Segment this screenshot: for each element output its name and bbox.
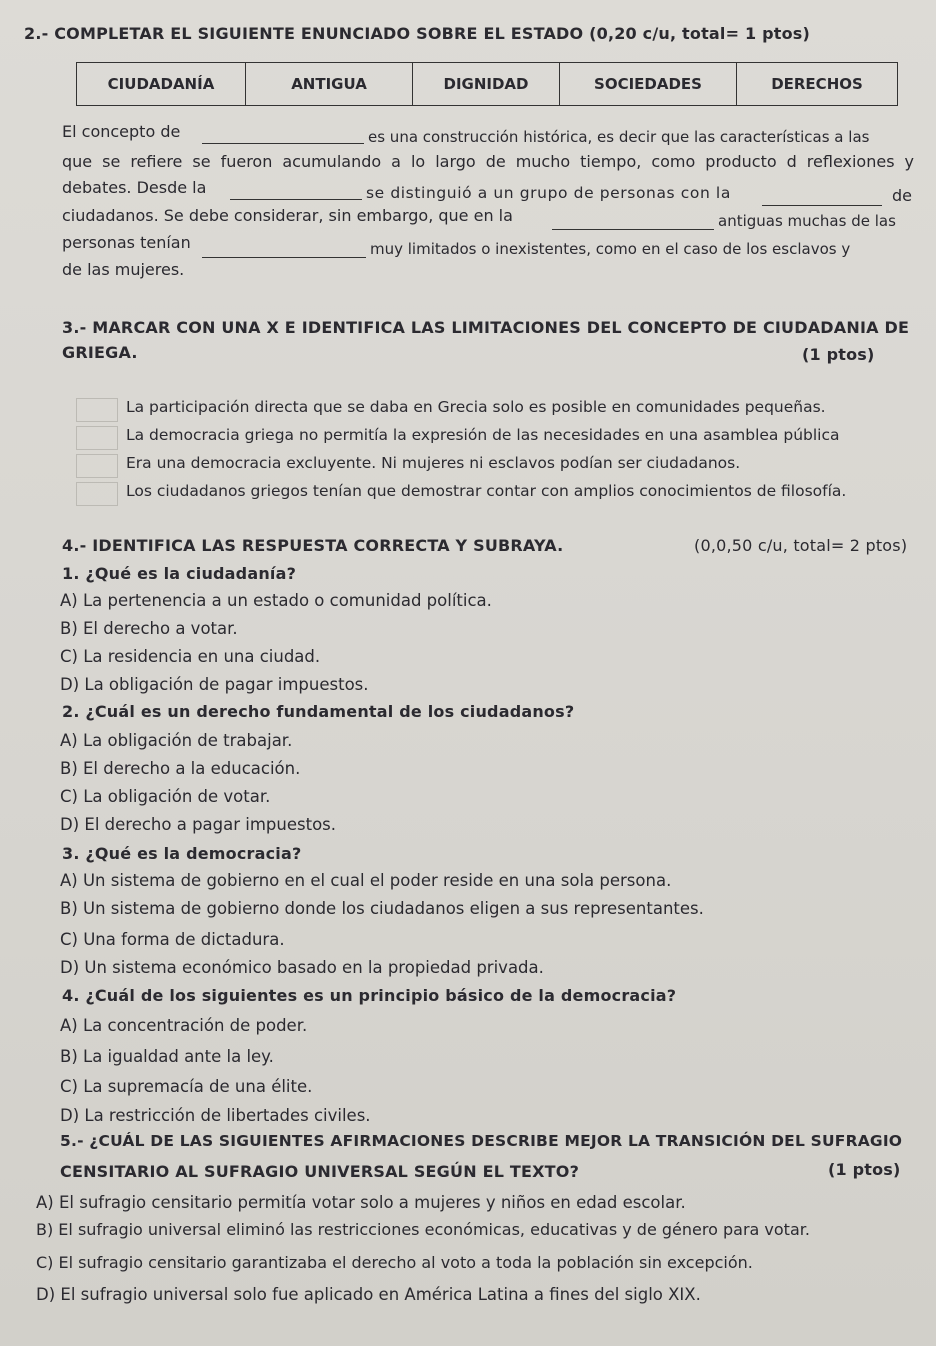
statement: La democracia griega no permitía la expresión de las necesidades en una asamblea pública	[126, 426, 840, 444]
section-4-points: (0,0,50 c/u, total= 2 ptos)	[694, 536, 908, 555]
fill-line-1-start: El concepto de	[62, 122, 181, 141]
answer-option[interactable]: B) El sufragio universal eliminó las restricciones económicas, educativas y de género para votar.	[36, 1220, 810, 1239]
fill-line-1-end: es una construcción histórica, es decir que las características a las	[368, 128, 870, 146]
question-4: 4. ¿Cuál de los siguientes es un principio básico de la democracia?	[62, 986, 677, 1005]
answer-option[interactable]: C) El sufragio censitario garantizaba el derecho al voto a toda la población sin excepción.	[36, 1253, 753, 1272]
answer-option[interactable]: C) Una forma de dictadura.	[60, 930, 285, 949]
checkbox[interactable]	[76, 426, 118, 450]
answer-option[interactable]: B) El derecho a votar.	[60, 619, 238, 638]
fill-line-4-end: antiguas muchas de las	[718, 212, 896, 230]
answer-option[interactable]: A) La concentración de poder.	[60, 1016, 308, 1035]
answer-option[interactable]: D) La obligación de pagar impuestos.	[60, 675, 369, 694]
word-bank-cell: CIUDADANÍA	[77, 63, 246, 105]
section-2-title: 2.- COMPLETAR EL SIGUIENTE ENUNCIADO SOBRE EL ESTADO (0,20 c/u, total= 1 ptos)	[24, 24, 811, 43]
blank-4[interactable]	[552, 228, 714, 230]
answer-option[interactable]: A) El sufragio censitario permitía votar solo a mujeres y niños en edad escolar.	[36, 1193, 686, 1212]
answer-option[interactable]: A) La obligación de trabajar.	[60, 731, 293, 750]
answer-option[interactable]: A) Un sistema de gobierno en el cual el poder reside en una sola persona.	[60, 871, 672, 890]
answer-option[interactable]: D) La restricción de libertades civiles.	[60, 1106, 371, 1125]
section-3-title-cont: GRIEGA.	[62, 343, 138, 362]
blank-2[interactable]	[230, 198, 362, 200]
section-3-points: (1 ptos)	[802, 345, 875, 364]
fill-line-6: de las mujeres.	[62, 260, 185, 279]
blank-3[interactable]	[762, 204, 882, 206]
section-5-title-cont: CENSITARIO AL SUFRAGIO UNIVERSAL SEGÚN EL TEXTO?	[60, 1162, 580, 1181]
fill-line-2: que se refiere se fueron acumulando a lo largo de mucho tiempo, como producto d reflexiones y	[62, 152, 914, 171]
section-5-points: (1 ptos)	[828, 1160, 901, 1179]
blank-5[interactable]	[202, 256, 366, 258]
statement: Era una democracia excluyente. Ni mujeres ni esclavos podían ser ciudadanos.	[126, 454, 741, 472]
word-bank-table	[76, 62, 898, 106]
statement: La participación directa que se daba en Grecia solo es posible en comunidades pequeñas.	[126, 398, 826, 416]
answer-option[interactable]: D) El sufragio universal solo fue aplicado en América Latina a fines del siglo XIX.	[36, 1285, 701, 1304]
answer-option[interactable]: D) Un sistema económico basado en la propiedad privada.	[60, 958, 544, 977]
section-4-title: 4.- IDENTIFICA LAS RESPUESTA CORRECTA Y SUBRAYA.	[62, 536, 564, 555]
fill-line-3-start: debates. Desde la	[62, 178, 207, 197]
fill-line-3-mid: se distinguió a un grupo de personas con la	[366, 184, 731, 202]
word-bank-cell: ANTIGUA	[246, 63, 413, 105]
fill-line-4-start: ciudadanos. Se debe considerar, sin embargo, que en la	[62, 206, 513, 225]
answer-option[interactable]: C) La obligación de votar.	[60, 787, 271, 806]
question-2: 2. ¿Cuál es un derecho fundamental de los ciudadanos?	[62, 702, 575, 721]
section-3-title: 3.- MARCAR CON UNA X E IDENTIFICA LAS LIMITACIONES DEL CONCEPTO DE CIUDADANIA DE	[62, 318, 910, 337]
checkbox[interactable]	[76, 454, 118, 478]
word-bank-cell: DIGNIDAD	[413, 63, 560, 105]
answer-option[interactable]: B) El derecho a la educación.	[60, 759, 301, 778]
checkbox[interactable]	[76, 482, 118, 506]
answer-option[interactable]: D) El derecho a pagar impuestos.	[60, 815, 337, 834]
fill-line-3-end: de	[892, 186, 912, 205]
answer-option[interactable]: B) La igualdad ante la ley.	[60, 1047, 274, 1066]
statement: Los ciudadanos griegos tenían que demostrar contar con amplios conocimientos de filosofía.	[126, 482, 847, 500]
answer-option[interactable]: A) La pertenencia a un estado o comunidad política.	[60, 591, 492, 610]
answer-option[interactable]: B) Un sistema de gobierno donde los ciudadanos eligen a sus representantes.	[60, 899, 704, 918]
fill-line-5-end: muy limitados o inexistentes, como en el caso de los esclavos y	[370, 240, 851, 258]
blank-1[interactable]	[202, 142, 364, 144]
word-bank-cell: SOCIEDADES	[560, 63, 737, 105]
answer-option[interactable]: C) La residencia en una ciudad.	[60, 647, 321, 666]
question-3: 3. ¿Qué es la democracia?	[62, 844, 302, 863]
checkbox[interactable]	[76, 398, 118, 422]
answer-option[interactable]: C) La supremacía de una élite.	[60, 1077, 313, 1096]
word-bank-cell: DERECHOS	[771, 75, 863, 93]
section-5-title: 5.- ¿CUÁL DE LAS SIGUIENTES AFIRMACIONES DESCRIBE MEJOR LA TRANSICIÓN DEL SUFRAGIO	[60, 1132, 903, 1150]
question-1: 1. ¿Qué es la ciudadanía?	[62, 564, 297, 583]
fill-line-5-start: personas tenían	[62, 233, 191, 252]
